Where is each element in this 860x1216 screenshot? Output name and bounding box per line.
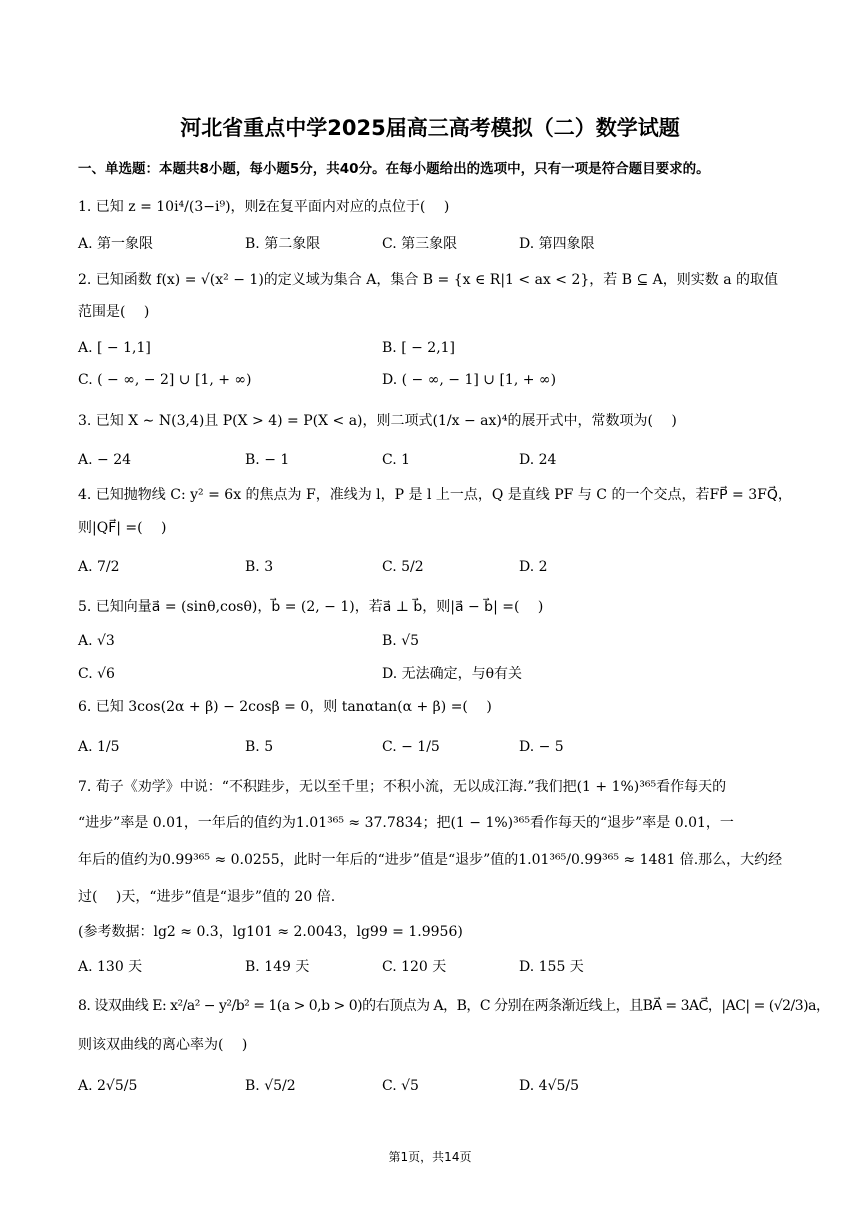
question-5-option-c: C. √6 xyxy=(78,666,115,682)
question-2-stem-line-1: 2. 已知函数 f(x) = √(x² − 1)的定义域为集合 A，集合 B = {x ∈ R|1 < ax < 2}，若 B ⊆ A，则实数 a 的取值 xyxy=(78,272,778,288)
question-7-option-c: C. 120 天 xyxy=(382,959,447,975)
question-2-option-b: B. [ − 2,1] xyxy=(382,340,456,356)
question-3-stem: 3. 已知 X ∼ N(3,4)且 P(X > 4) = P(X < a)，则二项式(1/x − ax)⁴的展开式中，常数项为( ) xyxy=(78,413,677,429)
question-7-stem-line-1: 7. 荀子《劝学》中说：“不积跬步，无以至千里；不积小流，无以成江海.”我们把(1 + 1%)³⁶⁵看作每天的 xyxy=(78,779,727,795)
question-7-stem-line-2: “进步”率是 0.01，一年后的值约为1.01³⁶⁵ ≈ 37.7834；把(1 − 1%)³⁶⁵看作每天的“退步”率是 0.01，一 xyxy=(78,815,734,831)
question-8-option-d: D. 4√5/5 xyxy=(519,1078,579,1094)
question-8-option-b: B. √5/2 xyxy=(245,1078,296,1094)
page-title: 河北省重点中学2025届高三高考模拟（二）数学试题 xyxy=(180,116,680,140)
question-5-option-a: A. √3 xyxy=(78,633,115,649)
question-7-option-a: A. 130 天 xyxy=(78,959,143,975)
question-2-option-d: D. ( − ∞, − 1] ∪ [1, + ∞) xyxy=(382,372,557,388)
question-6-option-a: A. 1/5 xyxy=(78,739,120,755)
question-1-option-b: B. 第二象限 xyxy=(245,236,321,252)
question-2-stem-line-2: 范围是( ) xyxy=(78,304,150,320)
question-6-option-c: C. − 1/5 xyxy=(382,739,440,755)
question-7-stem-line-3: 年后的值约为0.99³⁶⁵ ≈ 0.0255，此时一年后的“进步”值是“退步”值的1.01³⁶⁵/0.99³⁶⁵ ≈ 1481 倍.那么，大约经 xyxy=(78,852,783,868)
question-4-option-b: B. 3 xyxy=(245,559,274,575)
question-8-option-c: C. √5 xyxy=(382,1078,419,1094)
question-4-stem-line-1: 4. 已知抛物线 C: y² = 6x 的焦点为 F，准线为 l，P 是 l 上一点，Q 是直线 PF 与 C 的一个交点，若FP⃗ = 3FQ⃗， xyxy=(78,487,792,503)
question-3-option-a: A. − 24 xyxy=(78,452,132,468)
question-1-option-d: D. 第四象限 xyxy=(519,236,595,252)
question-6-option-b: B. 5 xyxy=(245,739,274,755)
question-4-option-c: C. 5/2 xyxy=(382,559,424,575)
question-5-stem: 5. 已知向量a⃗ = (sinθ,cosθ)，b⃗ = (2, − 1)，若a⃗ ⊥ b⃗，则|a⃗ − b⃗| =( ) xyxy=(78,599,544,615)
question-3-option-c: C. 1 xyxy=(382,452,411,468)
question-5-option-d: D. 无法确定，与θ有关 xyxy=(382,666,523,682)
question-4-stem-line-2: 则|QF⃗| =( ) xyxy=(78,520,167,536)
question-7-reference-data: (参考数据：lg2 ≈ 0.3，lg101 ≈ 2.0043，lg99 = 1.9956) xyxy=(78,924,463,940)
question-7-option-b: B. 149 天 xyxy=(245,959,310,975)
question-2-option-a: A. [ − 1,1] xyxy=(78,340,151,356)
question-5-option-b: B. √5 xyxy=(382,633,420,649)
question-7-option-d: D. 155 天 xyxy=(519,959,584,975)
section-heading: 一、单选题：本题共8小题，每小题5分，共40分。在每小题给出的选项中，只有一项是符合题目要求的。 xyxy=(78,161,710,177)
question-6-stem: 6. 已知 3cos(2α + β) − 2cosβ = 0，则 tanαtan(α + β) =( ) xyxy=(78,699,492,715)
question-8-option-a: A. 2√5/5 xyxy=(78,1078,138,1094)
question-7-stem-line-4: 过( )天，“进步”值是“退步”值的 20 倍. xyxy=(78,889,336,905)
question-3-option-d: D. 24 xyxy=(519,452,557,468)
question-1-option-c: C. 第三象限 xyxy=(382,236,458,252)
question-8-stem-line-1: 8. 设双曲线 E: x²/a² − y²/b² = 1(a > 0,b > 0)的右顶点为 A，B，C 分别在两条渐近线上，且BA⃗ = 3AC⃗，|AC| = (√2/3)a， xyxy=(78,998,830,1014)
question-6-option-d: D. − 5 xyxy=(519,739,564,755)
question-4-option-a: A. 7/2 xyxy=(78,559,120,575)
page-footer: 第1页，共14页 xyxy=(388,1150,472,1164)
question-4-option-d: D. 2 xyxy=(519,559,548,575)
question-1-stem: 1. 已知 z = 10i⁴/(3−i⁹)，则z̄在复平面内对应的点位于( ) xyxy=(78,199,450,215)
question-2-option-c: C. ( − ∞, − 2] ∪ [1, + ∞) xyxy=(78,372,252,388)
question-8-stem-line-2: 则该双曲线的离心率为( ) xyxy=(78,1037,248,1053)
question-1-option-a: A. 第一象限 xyxy=(78,236,154,252)
question-3-option-b: B. − 1 xyxy=(245,452,290,468)
